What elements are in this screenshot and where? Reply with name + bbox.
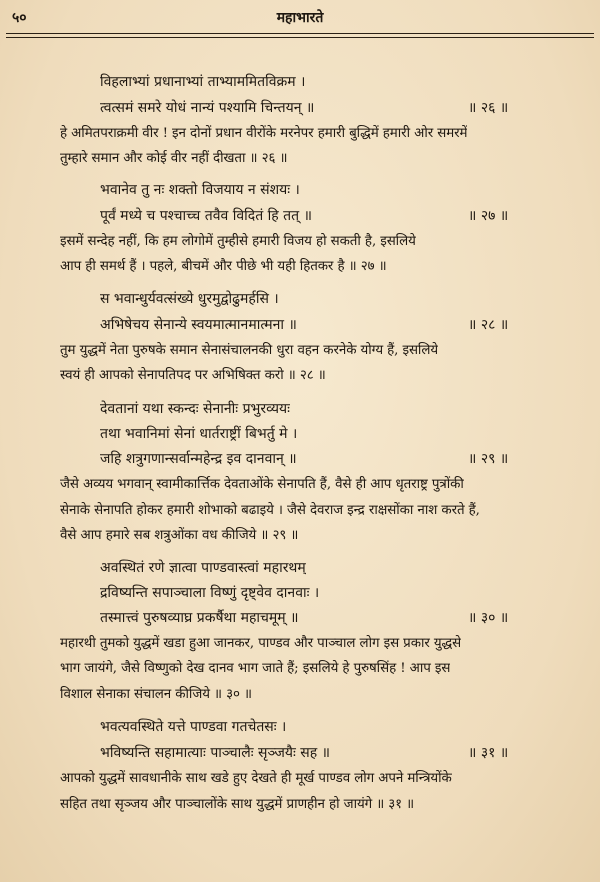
verse-line: तस्मात्त्वं पुरुषव्याघ्र प्रकर्षैथा महाचमूम् ॥ <box>100 610 299 626</box>
header-rule-double <box>6 37 594 38</box>
translation-line: इसमें सन्देह नहीं, कि हम लोगोमें तुम्हीसे हमारी विजय हो सकती है, इसलिये <box>60 234 416 249</box>
verse-line: पूर्वं मध्ये च पश्चाच्च तवैव विदितं हि तत् ॥ <box>100 208 312 224</box>
translation-line: हे अमितपराक्रमी वीर ! इन दोनों प्रधान वीरोंके मरनेपर हमारी बुद्धिमें हमारी ओर समरमें <box>60 126 468 141</box>
verse-number: ॥ २६ ॥ <box>468 100 509 116</box>
verse-line: भवत्यवस्थिते यत्ते पाण्डवा गतचेतसः । <box>100 719 287 735</box>
verse-line: विहलाभ्यां प्रधानाभ्यां ताभ्याममितविक्रम । <box>100 74 306 90</box>
verse-number: ॥ २९ ॥ <box>468 451 509 467</box>
translation-line: भाग जायंगे, जैसे विष्णुको देख दानव भाग जाते हैं; इसलिये हे पुरुषसिंह ! आप इस <box>60 661 451 676</box>
translation-line: स्वयं ही आपको सेनापतिपद पर अभिषिक्त करो ॥ २८ ॥ <box>60 368 326 383</box>
verse-line: अवस्थितं रणे ज्ञात्वा पाण्डवास्त्वां महारथम् <box>100 560 306 576</box>
verse-line: स भवान्धुर्यवत्संख्ये धुरमुद्वोढुमर्हसि । <box>100 291 279 307</box>
verse-number: ॥ ३१ ॥ <box>468 745 509 761</box>
verse-line: भविष्यन्ति सहामात्याः पाञ्चालैः सृञ्जयैः सह ॥ <box>100 745 330 761</box>
translation-line: सहित तथा सृञ्जय और पाञ्चालोंके साथ युद्धमें प्राणहीन हो जायंगे ॥ ३१ ॥ <box>60 797 415 812</box>
verse-number: ॥ ३० ॥ <box>468 610 509 626</box>
verse-number: ॥ २८ ॥ <box>468 317 509 333</box>
verse-line: अभिषेचय सेनान्ये स्वयमात्मानमात्मना ॥ <box>100 317 297 333</box>
translation-line: वैसे आप हमारे सब शत्रुओंका वध कीजिये ॥ २९ ॥ <box>60 528 299 543</box>
page-number: ५० <box>12 10 27 26</box>
translation-line: विशाल सेनाका संचालन कीजिये ॥ ३० ॥ <box>60 687 252 702</box>
verse-line: त्वत्समं समरे योधं नान्यं पश्यामि चिन्तयन् ॥ <box>100 100 315 116</box>
translation-line: आपको युद्धमें सावधानीके साथ खडे हुए देखते ही मूर्ख पाण्डव लोग अपने मन्त्रियोंके <box>60 771 452 786</box>
verse-line: देवतानां यथा स्कन्दः सेनानीः प्रभुरव्ययः <box>100 401 290 417</box>
verse-line: द्रविष्यन्ति सपाञ्चाला विष्णुं दृष्ट्वेव दानवाः । <box>100 585 320 601</box>
translation-line: सेनाके सेनापति होकर हमारी शोभाको बढाइये । जैसे देवराज इन्द्र राक्षसोंका नाश करते हैं, <box>60 503 480 518</box>
page-header <box>0 0 600 40</box>
translation-line: आप ही समर्थ हैं । पहले, बीचमें और पीछे भी यही हितकर है ॥ २७ ॥ <box>60 259 387 274</box>
translation-line: महारथी तुमको युद्धमें खडा हुआ जानकर, पाण्डव और पाञ्चाल लोग इस प्रकार युद्धसे <box>60 636 462 651</box>
header-rule <box>6 33 594 34</box>
verse-number: ॥ २७ ॥ <box>468 208 509 224</box>
verse-line: भवानेव तु नः शक्तो विजयाय न संशयः । <box>100 182 300 198</box>
running-title: महाभारते <box>276 10 324 26</box>
translation-line: तुम्हारे समान और कोई वीर नहीं दीखता ॥ २६ ॥ <box>60 151 288 166</box>
translation-line: जैसे अव्यय भगवान् स्वामीकार्त्तिक देवताओंके सेनापति हैं, वैसे ही आप धृतराष्ट्र पुत्रोंकी <box>60 477 464 492</box>
verse-line: तथा भवानिमां सेनां धार्तराष्ट्रीं बिभर्तु मे । <box>100 426 298 442</box>
translation-line: तुम युद्धमें नेता पुरुषके समान सेनासंचालनकी धुरा वहन करनेके योग्य हैं, इसलिये <box>60 343 439 358</box>
verse-line: जहि शत्रुगणान्सर्वान्महेन्द्र इव दानवान् ॥ <box>100 451 297 467</box>
